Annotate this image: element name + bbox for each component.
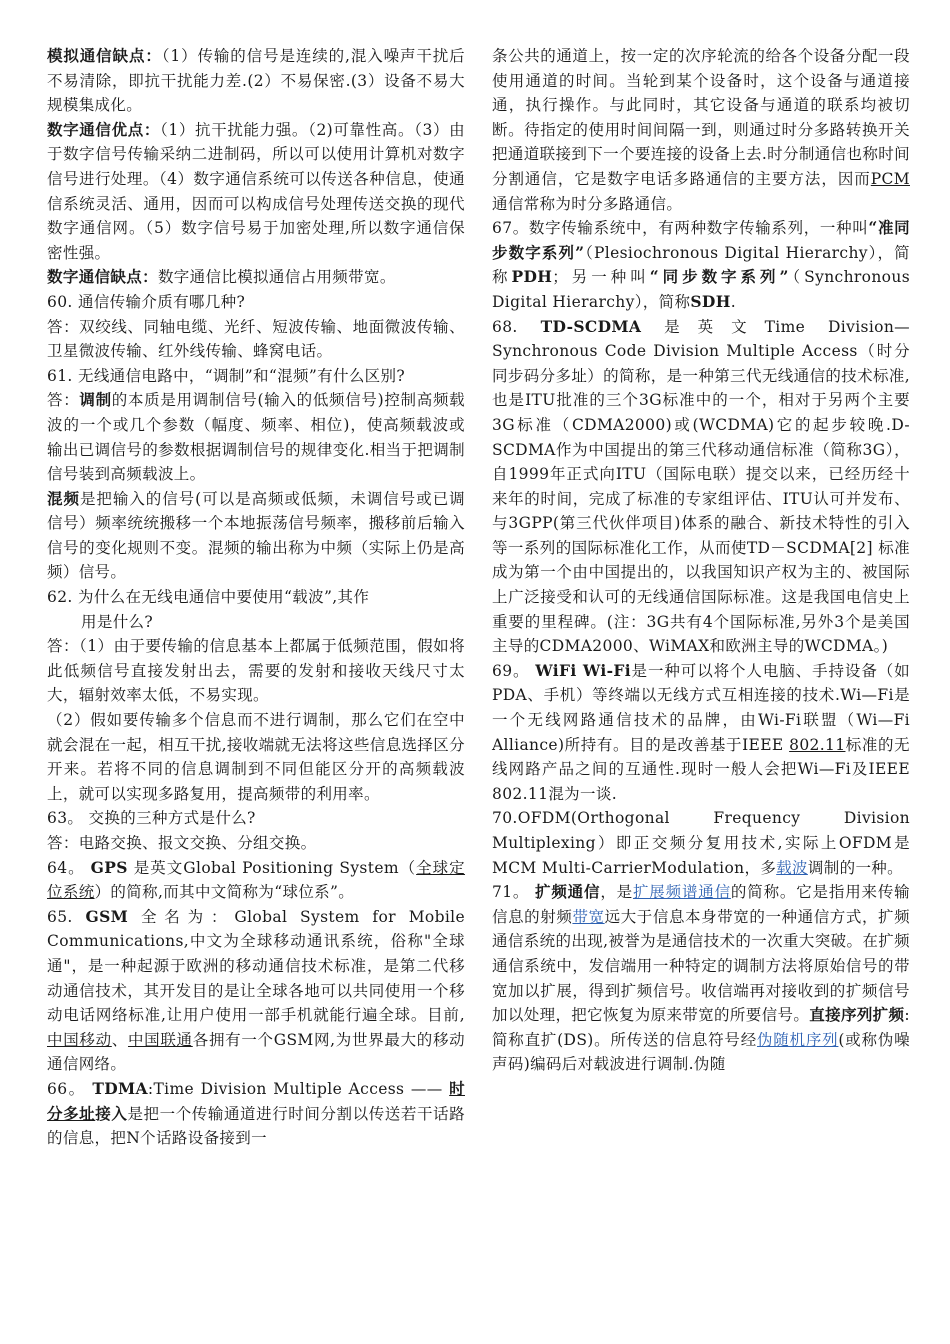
item-65-text: 全名为：Global System for Mobile Communications,中文为全球移动通讯系统，俗称"全球通"，是一种起源于欧洲的移动通信技术标准，是第二代移动通信技术，其开发目的是让全球各地可以共同使用一个移动电话网络标准,让用户使用一部手机就能行遍全球。目前, bbox=[47, 907, 466, 1025]
separator: 、 bbox=[111, 1030, 128, 1049]
link-china-mobile[interactable]: 中国移动 bbox=[47, 1030, 112, 1049]
item-66-tdma bbox=[47, 1077, 465, 1151]
item-71-text-a: ，是 bbox=[600, 883, 633, 902]
item-71-text-d: :简称直扩(DS)。所传送的信息符号经 bbox=[492, 1006, 910, 1049]
item-66-continued bbox=[492, 44, 910, 216]
analog-cons-text: （1）传输的信号是连续的,混入噪声干扰后不易清除，即抗干扰能力差.(2）不易保密.(3）设备不易大规模集成化。 bbox=[47, 47, 466, 115]
question-62-cont: 用是什么? bbox=[81, 612, 154, 631]
item-71-spread-spectrum bbox=[492, 880, 910, 1077]
item-number: 68. bbox=[492, 317, 518, 336]
item-70-ofdm bbox=[492, 806, 910, 880]
item-66-text: :Time Division Multiple Access —— bbox=[147, 1079, 450, 1098]
term-tdma: TDMA bbox=[92, 1078, 148, 1098]
item-69-tail: 标准的无线网路产品之间的互通性.现时一般人会把Wi—Fi及IEEE 802.11混为一谈. bbox=[492, 735, 911, 803]
item-65-tail: 各拥有一个GSM网,为世界最大的移动通信网络。 bbox=[47, 1030, 466, 1074]
answer-prefix: 答： bbox=[47, 391, 80, 410]
question-61: 61. 无线通信电路中，“调制”和“混频”有什么区别? bbox=[47, 366, 406, 385]
item-65-gsm bbox=[47, 905, 465, 1077]
digital-cons-label: 数字通信缺点： bbox=[47, 267, 158, 287]
answer-61-modulation bbox=[47, 388, 465, 486]
item-68-text: 是英文Time Division—Synchronous Code Division Multiple Access（时分同步码分多址）的简称，是一种第三代无线通信的技术标准,也是ITU批准的三个3G标准中的一个，相对于另两个主要3G标准（CDMA2000)或(WCDMA)它的起步较晚.D-SCDMA作为中国提出的第三代移动通信标准（简称3G），自1999年正式向ITU（国际电联）提交以来，已经历经十来年的时间，完成了标准的专家组评估、ITU认可并发布、与3GPP(第三代伙伴项目)体系的融合、新技术特性的引入等一系列的国际标准化工作，从而使TD－SCDMA[2] 标准成为第一个由中国提出的，以我国知识产权为主的、被国际上广泛接受和认可的无线通信国际标准。这是我国电信史上重要的里程碑。(注：3G共有4个国际标准,另外3个是美国主导的CDMA2000、WiMAX和欧洲主导的WCDMA。) bbox=[492, 317, 911, 656]
item-71-text-b: 的简称。它是指用来传输信息的射频 bbox=[492, 883, 911, 926]
answer-61-mixing bbox=[47, 487, 465, 585]
item-66-cont-tail: 通信常称为时分多路通信。 bbox=[492, 194, 683, 213]
item-67-pdh-sdh bbox=[492, 216, 910, 314]
link-pseudo-random[interactable]: 伪随机序列 bbox=[756, 1030, 839, 1049]
term-sdh: SDH bbox=[690, 291, 731, 311]
item-69-text: 是一种可以将个人电脑、手持设备（如PDA、手机）等终端以无线方式互相连接的技术.Wi—Fi是一个无线网路通信技术的品牌，由Wi-Fi联盟（Wi—Fi Alliance)所持有。目的是改善基于IEEE bbox=[492, 661, 910, 754]
item-64-gps bbox=[47, 856, 465, 905]
link-carrier[interactable]: 载波 bbox=[776, 858, 808, 877]
digital-pros-paragraph bbox=[47, 118, 465, 266]
item-67-text-d: （Synchronous Digital Hierarchy），简称 bbox=[492, 268, 910, 311]
question-60: 60. 通信传输介质有哪几种? bbox=[47, 292, 246, 311]
term-td-scdma: TD-SCDMA bbox=[540, 316, 642, 336]
term-gps: GPS bbox=[90, 857, 128, 877]
item-number: 66。 bbox=[47, 1079, 86, 1098]
item-70-text: 70.OFDM(Orthogonal Frequency Division Multiplexing）即正交频分复用技术,实际上OFDM是MCM Multi-CarrierModulation，多 bbox=[492, 809, 910, 877]
question-62: 62. 为什么在无线电通信中要使用“载波”,其作 bbox=[47, 588, 370, 607]
right-column bbox=[492, 44, 910, 1077]
item-69-wifi bbox=[492, 659, 910, 807]
left-column bbox=[47, 44, 465, 1151]
digital-pros-text: （1）抗干扰能力强。（2)可靠性高。（3）由于数字信号传输采纳二进制码，所以可以使用计算机对数字信号进行处理。（4）数字通信系统可以传送各种信息，使通信系统灵活、通用，因而可以构成信号处理传送交换的现代数字通信网。（5）数字信号易于加密处理,所以数字通信保密性强。 bbox=[47, 120, 465, 262]
term-access: 接入 bbox=[95, 1103, 128, 1123]
link-china-unicom[interactable]: 中国联通 bbox=[127, 1030, 193, 1049]
digital-cons-text: 数字通信比模拟通信占用频带宽。 bbox=[157, 268, 396, 287]
link-spread-spectrum-comm[interactable]: 扩展频谱通信 bbox=[632, 883, 731, 902]
term-modulation: 调制 bbox=[79, 390, 112, 410]
digital-pros-label: 数字通信优点： bbox=[47, 119, 161, 139]
link-tdma-cn[interactable]: 时分多址 bbox=[47, 1078, 465, 1123]
term-dsss: 直接序列扩频 bbox=[809, 1005, 905, 1025]
term-gsm: GSM bbox=[85, 906, 129, 926]
link-gps-cn[interactable]: 全球定位系统 bbox=[47, 858, 466, 902]
analog-cons-paragraph bbox=[47, 44, 465, 118]
term-pdh: PDH bbox=[511, 267, 553, 287]
term-pdh-full: “准同步数字系列” bbox=[492, 218, 911, 262]
question-63: 63。 交换的三种方式是什么? bbox=[47, 809, 256, 828]
item-67-text-c: ；另一种叫 bbox=[552, 268, 650, 287]
term-sdh-full: “同步数字系列” bbox=[649, 267, 789, 287]
digital-cons-paragraph bbox=[47, 265, 465, 290]
item-71-text-c: 远大于信息本身带宽的一种通信方式，扩频通信系统的出现,被誉为是通信技术的一次重大突破。在扩频通信系统中，发信端用一种特定的调制方法将原始信号的带宽加以扩展，得到扩频信号。收信端再对接收到的扩频信号加以处理，把它恢复为原来带宽的所要信号。 bbox=[492, 907, 910, 1025]
answer-60: 答：双绞线、同轴电缆、光纤、短波传输、地面微波传输、卫星微波传输、红外线传输、蜂窝电话。 bbox=[47, 317, 465, 361]
item-67-text-b: （Plesiochronous Digital Hierarchy），简称 bbox=[492, 243, 910, 287]
answer-62-part1: 答：（1）由于要传输的信息基本上都属于低频范围，假如将此低频信号直接发射出去，需要的发射和接收天线尺寸太大，辐射效率太低，不易实现。 bbox=[47, 637, 465, 705]
term-mixing: 混频 bbox=[47, 488, 80, 508]
item-71-text-e: (或称伪噪声码)编码后对载波进行调制.伪随 bbox=[492, 1030, 910, 1074]
term-spread-spectrum: 扩频通信 bbox=[535, 882, 601, 902]
item-66-tail: 是把一个传输通道进行时间分割以传送若干话路的信息，把N个话路设备接到一 bbox=[47, 1104, 465, 1148]
link-802-11[interactable]: 802.11 bbox=[789, 735, 846, 754]
answer-61-text: 的本质是用调制信号(输入的低频信号)控制高频载波的一个或几个参数（幅度、频率、相位)，使高频载波或输出已调信号的参数根据调制信号的规律变化.相当于把调制信号装到高频载波上。 bbox=[47, 391, 465, 484]
item-66-cont-text: 条公共的通道上，按一定的次序轮流的给各个设备分配一段使用通道的时间。当轮到某个设备时，这个设备与通道接通，执行操作。与此同时，其它设备与通道的联系均被切断。待指定的使用时间间隔一到，则通过时分多路转换开关把通道联接到下一个要连接的设备上去.时分制通信也称时间分割通信，它是数字电话多路通信的主要方法，因而 bbox=[492, 47, 910, 188]
item-70-tail: 调制的一种。 bbox=[807, 858, 903, 877]
link-bandwidth[interactable]: 带宽 bbox=[572, 907, 605, 926]
item-68-td-scdma bbox=[492, 315, 910, 659]
answer-62-part2: （2）假如要传输多个信息而不进行调制，那么它们在空中就会混在一起，相互干扰,接收端就无法将这些信息选择区分开来。若将不同的信息调制到不同但能区分开的高频载波上，就可以实现多路复用，提高频带的利用率。 bbox=[47, 711, 465, 803]
item-67-text-a: 67。数字传输系统中，有两种数字传输系列，一种叫 bbox=[492, 219, 869, 238]
item-number: 69。 bbox=[492, 661, 530, 680]
item-number: 71。 bbox=[492, 883, 530, 902]
item-64-tail: ）的简称,而其中文简称为“球位系”。 bbox=[94, 883, 355, 902]
item-number: 64。 bbox=[47, 858, 85, 877]
term-wifi: WiFi Wi-Fi bbox=[535, 660, 631, 680]
item-67-text-e: . bbox=[730, 292, 736, 311]
item-64-text: 是英文Global Positioning System（ bbox=[133, 858, 417, 877]
answer-63: 答：电路交换、报文交换、分组交换。 bbox=[47, 834, 317, 852]
analog-cons-label: 模拟通信缺点： bbox=[47, 46, 162, 65]
item-number: 65. bbox=[47, 907, 73, 926]
link-pcm[interactable]: PCM bbox=[870, 169, 910, 188]
answer-61b-text: 是把输入的信号(可以是高频或低频，未调信号或已调信号）频率统统搬移一个本地振荡信号频率，搬移前后输入信号的变化规则不变。混频的输出称为中频（实际上仍是高频）信号。 bbox=[47, 489, 466, 582]
